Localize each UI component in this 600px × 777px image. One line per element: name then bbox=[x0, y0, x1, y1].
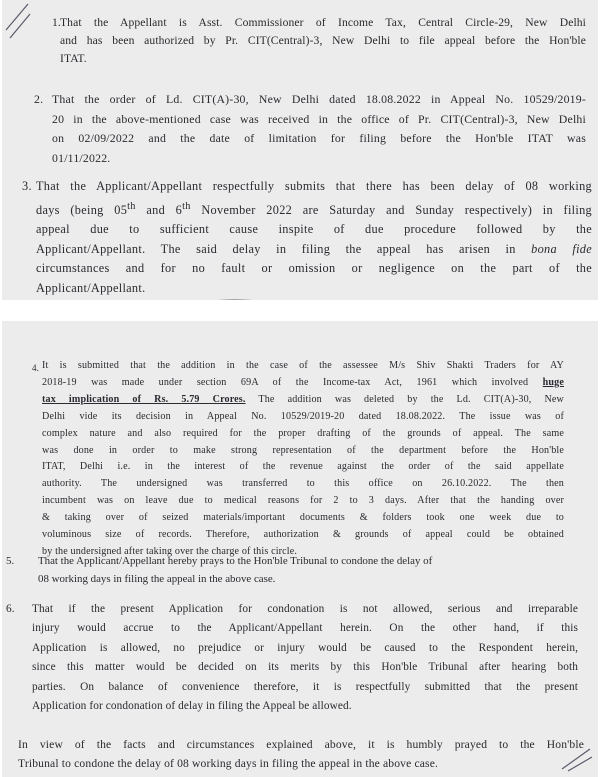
text-line: authority. The undersigned was transferred to this office on 26.10.2022. The then bbox=[42, 478, 564, 490]
paragraph-number: 2. bbox=[34, 92, 44, 106]
text-line: on 02/09/2022 and the date of limitation for filing before the Hon'ble ITAT was bbox=[52, 131, 586, 145]
underlined-text: huge bbox=[542, 376, 564, 388]
text-line: & taking over of seized materials/important documents & folders took one week due to bbox=[42, 512, 564, 524]
ink-stroke-icon bbox=[197, 292, 267, 300]
text-line: Application is allowed, no prejudice or injury would be caused to the Respondent herein, bbox=[32, 641, 578, 654]
paragraph-number: 3. bbox=[22, 179, 32, 193]
text-line: That the Applicant/Appellant respectfully submits that there has been delay of 08 working bbox=[36, 179, 592, 193]
document-page-2 bbox=[2, 321, 598, 777]
text-run: and 6 bbox=[135, 202, 183, 217]
paragraph-1 bbox=[34, 14, 586, 68]
text-line: voluminous size of records. Therefore, authorization & grounds of appeal could be obtained bbox=[42, 529, 564, 541]
text-line: incumbent was on leave due to medical reasons for 2 to 3 days. After that the handing over bbox=[42, 495, 564, 507]
text-line bbox=[36, 240, 592, 260]
text-line: complex nature and also required for the proper drafting of the grounds of appeal. The same bbox=[42, 427, 564, 439]
paragraph-5 bbox=[6, 552, 572, 588]
paragraph-2 bbox=[34, 90, 586, 168]
paragraph-3 bbox=[22, 177, 592, 299]
text-line: That the Applicant/Appellant hereby prays to the Hon'ble Tribunal to condone the delay of bbox=[38, 555, 433, 567]
text-line: That the order of Ld. CIT(A)-30, New Delhi dated 18.08.2022 in Appeal No. 10529/2019- bbox=[52, 92, 586, 106]
text-line: circumstances and for no fault or omission or negligence on the part of the bbox=[36, 261, 592, 276]
text-line: since this matter would be decided on its merits by this Hon'ble Tribunal after hearing both bbox=[32, 661, 578, 674]
text-line: by the undersigned after taking over the charge of this circle. bbox=[42, 545, 298, 557]
text-run: Applicant/Appellant. The said delay in filing the appeal has arisen in bbox=[36, 241, 532, 256]
text-line: 20 in the above-mentioned case was received in the office of Pr. CIT(Central)-3, New Delhi bbox=[52, 111, 586, 126]
text-line: Application for condonation of delay in filing the Appeal be allowed. bbox=[32, 700, 352, 713]
text-run: 2018-19 was made under section 69A of the Income-tax Act, 1961 which involved bbox=[42, 376, 543, 388]
text-line: It is submitted that the addition in the case of the assessee M/s Shiv Shakti Traders for AY bbox=[42, 360, 564, 371]
closing-paragraph bbox=[18, 735, 584, 773]
text-line: ITAT. bbox=[60, 52, 87, 65]
text-line: parties. On balance of convenience therefore, it is respectfully submitted that the present bbox=[32, 680, 578, 693]
paragraph-number: 6. bbox=[6, 603, 15, 615]
text-line: injury would accrue to the Applicant/Appellant herein. On the other hand, if this bbox=[32, 622, 578, 635]
ordinal-suffix: th bbox=[182, 200, 191, 212]
text-run: The addition was deleted by the Ld. CIT(A)-30, New bbox=[245, 393, 564, 405]
underlined-text: tax implication of Rs. 5.79 Crores. bbox=[42, 393, 246, 405]
text-line: That if the present Application for condonation is not allowed, serious and irreparable bbox=[32, 603, 578, 615]
text-line: In view of the facts and circumstances explained above, it is humbly prayed to the Hon'ble bbox=[18, 738, 584, 751]
paragraph-6 bbox=[6, 600, 578, 716]
paragraph-4 bbox=[32, 358, 564, 561]
text-run: November 2022 are Saturday and Sunday respectively) in filing bbox=[190, 202, 593, 217]
paragraph-number: 5. bbox=[6, 555, 15, 567]
text-line: and has been authorized by Pr. CIT(Central)-3, New Delhi to file appeal before the Hon'ble bbox=[60, 34, 586, 47]
text-line: Tribunal to condone the delay of 08 working days in filing the appeal in the above case. bbox=[18, 757, 439, 770]
text-line: 08 working days in filing the appeal in the above case. bbox=[38, 573, 276, 585]
paragraph-number: 1. bbox=[52, 16, 61, 29]
text-line: was done in order to make strong representation of the department before the Hon'ble bbox=[42, 444, 564, 456]
text-line: Delhi vide its decision in Appeal No. 10529/2019-20 dated 18.08.2022. The issue was of bbox=[42, 410, 564, 422]
text-line: Applicant/Appellant. bbox=[36, 281, 146, 296]
paragraph-number: 4. bbox=[32, 363, 40, 373]
pen-mark-icon bbox=[4, 0, 32, 44]
text-line bbox=[42, 375, 564, 392]
text-line: appeal due to sufficient cause inspite of due procedure followed by the bbox=[36, 222, 592, 237]
text-line: ITAT, Delhi i.e. in the interest of the revenue against the order of the said appellate bbox=[42, 461, 564, 473]
text-run: days (being 05 bbox=[36, 202, 128, 217]
signature-stroke-icon bbox=[558, 743, 594, 773]
italic-text: bona fide bbox=[531, 241, 592, 256]
ordinal-suffix: th bbox=[127, 200, 136, 212]
text-line bbox=[36, 197, 592, 221]
text-line bbox=[42, 392, 564, 409]
text-line: That the Appellant is Asst. Commissioner of Income Tax, Central Circle-29, New Delhi bbox=[60, 16, 586, 29]
document-page-1 bbox=[2, 0, 598, 300]
text-line: 01/11/2022. bbox=[52, 150, 111, 165]
